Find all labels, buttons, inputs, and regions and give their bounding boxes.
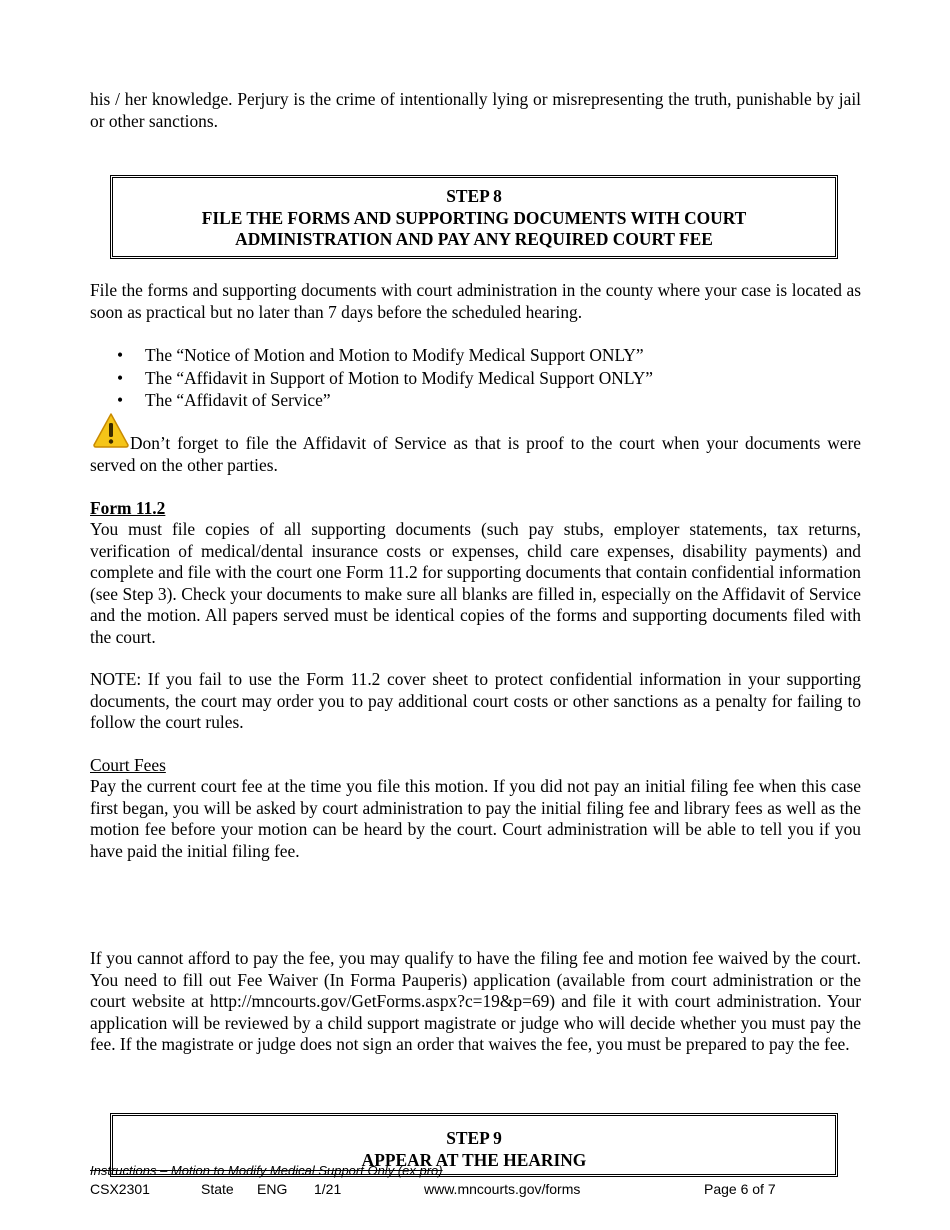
step8-box [110, 175, 838, 259]
footer-jurisdiction: State [201, 1181, 234, 1197]
file-paragraph: File the forms and supporting documents with court administration in the county where your case is located as soon as practical but no later than 7 days before the scheduled hearing. [90, 280, 861, 322]
note-paragraph: NOTE: If you fail to use the Form 11.2 cover sheet to protect confidential information in your supporting documents, the court may order you to pay additional court costs or other sanctions as a penalty for failing to follow the court rules. [90, 669, 861, 732]
footer [90, 1181, 861, 1199]
top-paragraph: his / her knowledge. Perjury is the crime of intentionally lying or misrepresenting the truth, punishable by jail or other sanctions. [90, 89, 861, 131]
step8-title-line1: FILE THE FORMS AND SUPPORTING DOCUMENTS WITH COURT [201, 207, 747, 228]
list-item: • The “Affidavit of Service” [117, 390, 331, 410]
footer-doc-title: Instructions – Motion to Modify Medical Support Only (ex pro) [90, 1163, 443, 1178]
footer-language: ENG [257, 1181, 288, 1197]
list-item: • The “Notice of Motion and Motion to Modify Medical Support ONLY” [117, 345, 644, 365]
step9-number: STEP 9 [446, 1128, 502, 1148]
bullet-icon: • [117, 367, 124, 388]
bullet-icon: • [117, 345, 124, 365]
required-forms-list [90, 344, 861, 412]
fees-paragraph: Pay the current court fee at the time you file this motion. If you did not pay an initial filing fee when this case first began, you will be asked by court administration to pay the initial filing fee and library fees as well as the motion fee before your motion can be heard by the court. Court administration will be able to tell you if you have paid the initial filing fee. [90, 776, 861, 861]
footer-code: CSX2301 [90, 1181, 150, 1197]
warning-paragraph: Don’t forget to file the Affidavit of Service as that is proof to the court when your documents were served on the other parties. [90, 433, 861, 475]
fees-heading: Court Fees [90, 755, 166, 775]
step9-title: APPEAR AT THE HEARING [361, 1149, 587, 1170]
step8-title-line2: ADMINISTRATION AND PAY ANY REQUIRED COURT FEE [235, 229, 713, 249]
list-item: • The “Affidavit in Support of Motion to Modify Medical Support ONLY” [117, 367, 653, 388]
form-paragraph: You must file copies of all supporting documents (such pay stubs, employer statements, tax returns, verification of medical/dental insurance costs or expenses, child care expenses, disability payments) and complete and file with the court one Form 11.2 for supporting documents that contain confidential information (see Step 3). Check your documents to make sure all blanks are filled in, especially on the Affidavit of Service and the motion. All papers served must be identical copies of the forms and supporting documents filed with the court. [90, 519, 861, 647]
form-heading: Form 11.2 [90, 498, 166, 518]
step8-number: STEP 8 [446, 186, 502, 206]
footer-revision: 1/21 [314, 1181, 342, 1197]
footer-website-link[interactable]: www.mncourts.gov/forms [424, 1181, 581, 1197]
waiver-paragraph: If you cannot afford to pay the fee, you may qualify to have the filing fee and motion fee waived by the court. You need to fill out Fee Waiver (In Forma Pauperis) application (available from court administration or the court website at http://mncourts.gov/GetForms.aspx?c=19&p=69) and file it with court administration. Your application will be reviewed by a child support magistrate or judge who will decide whether you must pay the fee. If the magistrate or judge does not sign an order that waives the fee, you must be prepared to pay the fee. [90, 948, 861, 1054]
footer-page-number: Page 6 of 7 [704, 1181, 776, 1197]
bullet-icon: • [117, 390, 124, 410]
